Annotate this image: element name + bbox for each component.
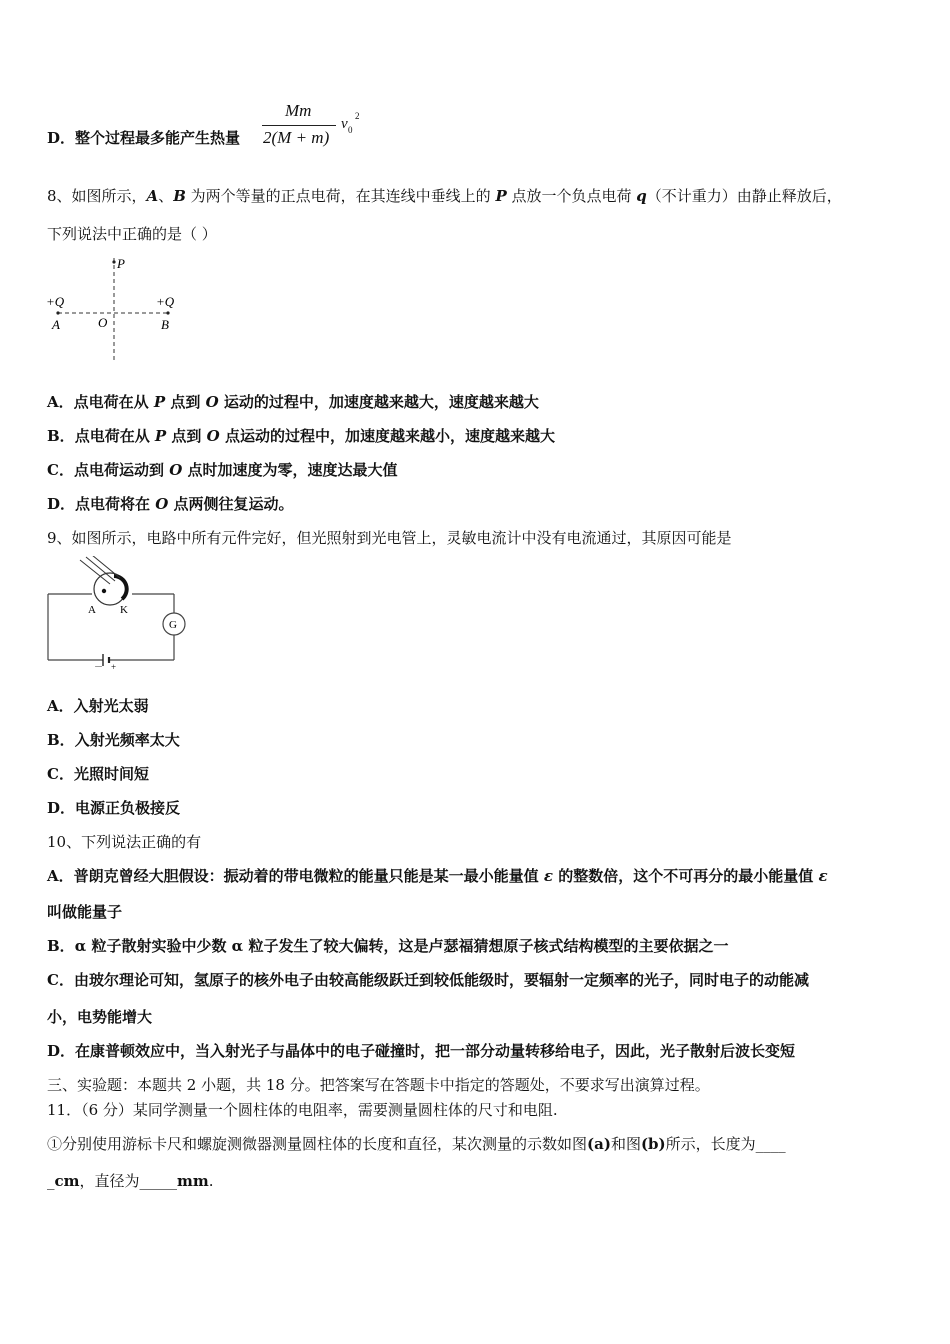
point-b bbox=[166, 311, 169, 314]
q11-stem: 11．（6 分）某同学测量一个圆柱体的电阻率，需要测量圆柱体的尺寸和电阻. bbox=[47, 1101, 558, 1119]
q8-stem-line2: 下列说法中正确的是（ ） bbox=[47, 225, 217, 243]
text-span: D． bbox=[47, 495, 76, 513]
label-b: B bbox=[161, 317, 169, 332]
text-span: P bbox=[154, 427, 167, 445]
text-span: 的整数倍，这个不可再分的最小能量值 bbox=[553, 867, 819, 885]
text-span: mm bbox=[177, 1172, 209, 1190]
point-p bbox=[112, 260, 115, 263]
text-span: O bbox=[169, 461, 183, 479]
text-span: D． bbox=[47, 1042, 76, 1060]
q8-var-b: B bbox=[173, 187, 186, 205]
q9-option-d bbox=[47, 798, 180, 818]
text-span: (a) bbox=[587, 1135, 611, 1153]
text-span: O bbox=[206, 427, 220, 445]
label-charge-a: +Q bbox=[46, 294, 65, 309]
q8-option-b bbox=[47, 426, 555, 446]
text-span: C． bbox=[47, 765, 74, 783]
text-span: 点电荷在从 bbox=[73, 393, 154, 411]
light-ray-1 bbox=[80, 560, 110, 584]
formula-superscript: 2 bbox=[355, 111, 360, 121]
point-a bbox=[56, 311, 59, 314]
text-span: P bbox=[153, 393, 166, 411]
text-span: B． bbox=[47, 731, 75, 749]
text-span: 普朗克曾经大胆假设：振动着的带电微粒的能量只能是某一最小能量值 bbox=[73, 867, 544, 885]
q9-option-a bbox=[47, 696, 149, 716]
text-span: 点时加速度为零，速度达最大值 bbox=[182, 461, 398, 479]
q8-text: 为两个等量的正点电荷，在其连线中垂线上的 bbox=[185, 187, 496, 205]
formula-denominator: 2(M + m) bbox=[263, 128, 330, 147]
q10-option-c-line1 bbox=[47, 970, 809, 990]
q10-option-a-line2: 叫做能量子 bbox=[47, 903, 123, 921]
battery-minus: － bbox=[94, 662, 104, 672]
text-span: 点到 bbox=[165, 393, 206, 411]
q8-text: （不计重力）由静止释放后， bbox=[646, 187, 842, 205]
text-span: O bbox=[155, 495, 169, 513]
text-span: 由玻尔理论可知，氢原子的核外电子由较高能级跃迁到较低能级时，要辐射一定频率的光子，同时电子的动能减 bbox=[73, 971, 809, 989]
q10-option-a-line1 bbox=[47, 866, 828, 886]
q8-var-p: P bbox=[495, 187, 507, 205]
q10-option-b bbox=[47, 936, 728, 956]
q8-text: 点放一个负点电荷 bbox=[506, 187, 637, 205]
text-span: (b) bbox=[640, 1135, 666, 1153]
anode-a bbox=[102, 589, 106, 593]
text-span: B． bbox=[47, 937, 75, 955]
text-span: A． bbox=[47, 867, 74, 885]
formula-v: v bbox=[341, 116, 348, 132]
text-span: 入射光频率太大 bbox=[74, 731, 180, 749]
label-a: A bbox=[88, 604, 96, 616]
q10-option-d bbox=[47, 1041, 795, 1061]
q10-option-c-line2: 小，电势能增大 bbox=[47, 1008, 153, 1026]
text-span: B． bbox=[47, 427, 75, 445]
q7-option-d bbox=[47, 128, 240, 148]
label-a: A bbox=[52, 317, 60, 332]
q8-var-q: q bbox=[636, 187, 647, 205]
text-span: 点电荷运动到 bbox=[73, 461, 170, 479]
text-span: 点到 bbox=[166, 427, 207, 445]
text-span: 运动的过程中，加速度越来越大，速度越来越大 bbox=[218, 393, 539, 411]
q11-part1-line2 bbox=[47, 1171, 214, 1191]
q9-stem: 9、如图所示，电路中所有元件完好，但光照射到光电管上，灵敏电流计中没有电流通过，其原因可能是 bbox=[47, 529, 732, 547]
text-span: cm bbox=[54, 1172, 80, 1190]
text-span: 所示，长度为____ bbox=[665, 1135, 786, 1153]
q9-circuit-diagram bbox=[40, 556, 190, 672]
q7-option-d-text: 整个过程最多能产生热量 bbox=[75, 129, 241, 147]
text-span: 光照时间短 bbox=[73, 765, 149, 783]
formula-subscript: 0 bbox=[348, 125, 353, 135]
text-span: ε bbox=[543, 867, 553, 885]
galvanometer-label: G bbox=[169, 619, 177, 631]
formula-numerator: Mm bbox=[285, 101, 312, 120]
text-span: 点两侧往复运动。 bbox=[168, 495, 294, 513]
text-span: α 粒子散射实验中少数 α 粒子发生了较大偏转，这是卢瑟福猜想原子核式结构模型的主要依据之一 bbox=[74, 937, 729, 955]
q11-part1-line1 bbox=[47, 1134, 786, 1154]
text-span: . bbox=[208, 1172, 214, 1190]
q8-charge-diagram bbox=[40, 252, 200, 364]
text-span: O bbox=[205, 393, 219, 411]
q7-option-d-label: D． bbox=[47, 129, 76, 147]
q8-option-c bbox=[47, 460, 398, 480]
q9-option-b bbox=[47, 730, 180, 750]
text-span: 和图 bbox=[610, 1135, 641, 1153]
label-p: P bbox=[117, 256, 125, 271]
text-span: _ bbox=[47, 1172, 55, 1190]
text-span: 在康普顿效应中，当入射光子与晶体中的电子碰撞时，把一部分动量转移给电子，因此，光子散射后波长变短 bbox=[75, 1042, 796, 1060]
label-charge-b: +Q bbox=[156, 294, 175, 309]
q8-text: 8、如图所示， bbox=[47, 187, 147, 205]
text-span: 点运动的过程中，加速度越来越小，速度越来越大 bbox=[219, 427, 555, 445]
fraction-bar bbox=[262, 125, 336, 126]
text-span: 点电荷将在 bbox=[75, 495, 156, 513]
text-span: ε bbox=[818, 867, 828, 885]
q8-var-a: A bbox=[146, 187, 159, 205]
q9-option-c bbox=[47, 764, 149, 784]
q10-stem: 10、下列说法正确的有 bbox=[47, 833, 202, 851]
battery-plus: + bbox=[111, 662, 117, 672]
text-span: 点电荷在从 bbox=[74, 427, 155, 445]
text-span: D． bbox=[47, 799, 76, 817]
text-span: ①分别使用游标卡尺和螺旋测微器测量圆柱体的长度和直径，某次测量的示数如图 bbox=[47, 1135, 588, 1153]
label-k: K bbox=[120, 604, 128, 616]
q8-stem-line1 bbox=[47, 186, 842, 206]
q8-text: 、 bbox=[158, 187, 174, 205]
q8-option-d bbox=[47, 494, 294, 514]
section-3-heading: 三、实验题：本题共 2 小题，共 18 分。把答案写在答题卡中指定的答题处，不要求写出演算过程。 bbox=[47, 1076, 710, 1094]
text-span: C． bbox=[47, 461, 74, 479]
text-span: 入射光太弱 bbox=[73, 697, 149, 715]
text-span: A． bbox=[47, 697, 74, 715]
text-span: C． bbox=[47, 971, 74, 989]
q8-option-a bbox=[47, 392, 539, 412]
text-span: ，直径为_____ bbox=[79, 1172, 178, 1190]
label-o: O bbox=[98, 315, 108, 330]
text-span: 电源正负极接反 bbox=[75, 799, 181, 817]
text-span: A． bbox=[47, 393, 74, 411]
